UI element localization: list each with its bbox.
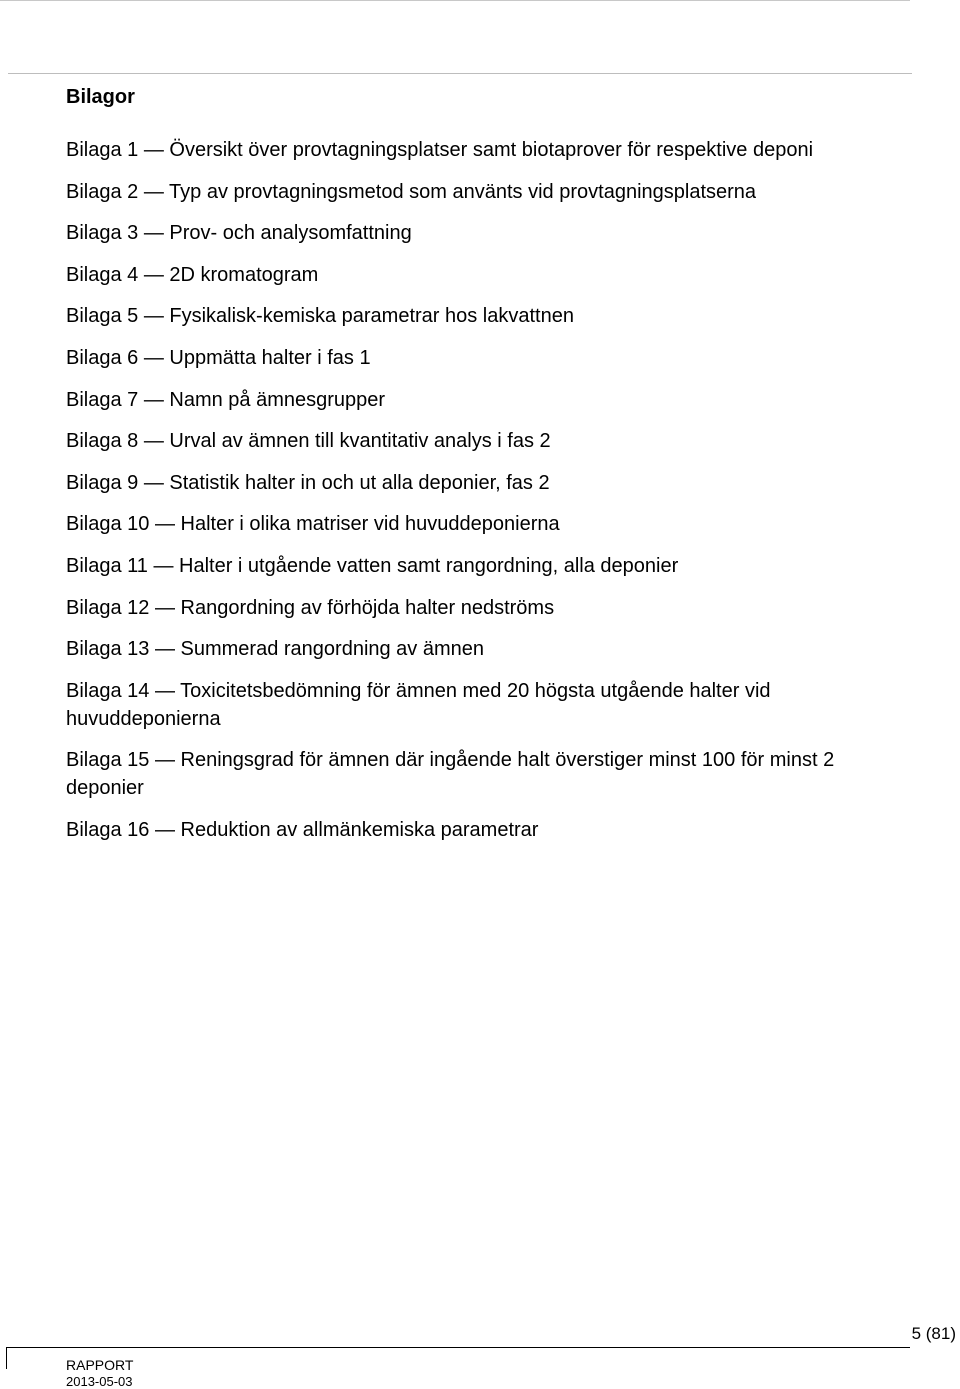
report-label: RAPPORT [66, 1357, 134, 1373]
header-divider [8, 73, 912, 74]
appendix-item: Bilaga 6 — Uppmätta halter i fas 1 [66, 346, 371, 369]
appendix-item: Bilaga 8 — Urval av ämnen till kvantitativ analys i fas 2 [66, 430, 551, 453]
appendix-item: Bilaga 12 — Rangordning av förhöjda halter nedströms [66, 596, 555, 619]
appendix-item: Bilaga 13 — Summerad rangordning av ämnen [66, 638, 485, 661]
appendix-item: Bilaga 10 — Halter i olika matriser vid huvuddeponierna [66, 513, 560, 536]
footer-divider [6, 1347, 910, 1348]
appendix-item: Bilaga 11 — Halter i utgående vatten samt rangordning, alla deponier [66, 554, 679, 577]
appendix-item: Bilaga 3 — Prov- och analysomfattning [66, 222, 412, 245]
appendix-item: Bilaga 2 — Typ av provtagningsmetod som använts vid provtagningsplatserna [66, 180, 757, 203]
page-title: Bilagor [66, 86, 135, 108]
appendix-item: Bilaga 1 — Översikt över provtagningsplatser samt biotaprover för respektive deponi [66, 139, 814, 161]
appendix-item: Bilaga 5 — Fysikalisk-kemiska parametrar hos lakvattnen [66, 305, 574, 328]
report-date: 2013-05-03 [66, 1374, 133, 1389]
appendix-item: Bilaga 15 — Reningsgrad för ämnen där ingående halt överstiger minst 100 för minst 2 deponier [66, 749, 835, 800]
appendix-list [66, 136, 896, 858]
appendix-item: Bilaga 4 — 2D kromatogram [66, 263, 319, 286]
appendix-item: Bilaga 16 — Reduktion av allmänkemiska parametrar [66, 818, 539, 841]
header-divider-top [0, 0, 910, 1]
page-number: 5 (81) [911, 1324, 956, 1343]
appendix-item: Bilaga 14 — Toxicitetsbedömning för ämnen med 20 högsta utgående halter vid huvuddeponierna [66, 679, 771, 730]
appendix-item: Bilaga 7 — Namn på ämnesgrupper [66, 388, 386, 411]
footer-divider-tick [6, 1347, 7, 1369]
appendix-item: Bilaga 9 — Statistik halter in och ut alla deponier, fas 2 [66, 471, 550, 494]
